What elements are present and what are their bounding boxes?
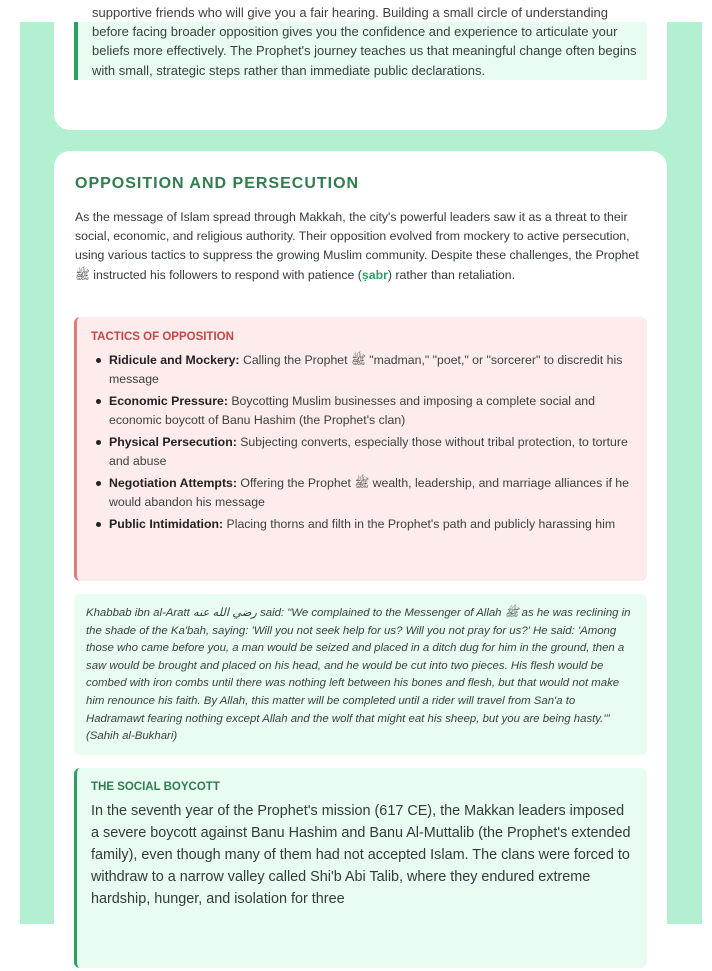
tactic-text: Calling the Prophet ﷺ "madman," "poet," or "sorcerer" to discredit his message [109,353,623,386]
hadith-text: Khabbab ibn al-Aratt رضي الله عنه said: "We complained to the Messenger of Allah ﷺ as he was reclining in the shade of the Ka'bah, saying: 'Will you not seek help for us? Will you not pray for us?' He said: 'Among those who came before you, a man would be seized and placed in a ditch dug for him in the ground, then a saw would be brought and placed on his head, and he would be cut into two pieces. His flesh would be combed with iron combs until there was nothing left between his bones and flesh, but that would not make him renounce his faith. By Allah, this matter will be completed until a rider will travel from San'a to Hadramawt fearing nothing except Allah and the wolf that might eat his sheep, but you are being hasty.'" (Sahih al-Bukhari) [86,607,631,743]
boycott-title: THE SOCIAL BOYCOTT [91,781,220,793]
tactic-text: Offering the Prophet ﷺ wealth, leadership, and marriage alliances if he would abandon his message [109,476,629,509]
social-boycott-callout [74,768,647,968]
hadith-quote [74,594,647,755]
tactic-label: Economic Pressure: [109,394,228,408]
list-item [109,515,635,534]
intro-text-start: As the message of Islam spread through Makkah, the city's powerful leaders saw it as a threat to their social, economic, and religious authority. Their opposition evolved from mockery to active persecution, using various tactics to suppress the growing Muslim community. Despite these challenges, the Prophet ﷺ instructed his followers to respond with patience ( [75,210,639,282]
tactics-callout [74,317,647,581]
tactic-label: Public Intimidation: [109,517,224,531]
section-title: OPPOSITION AND PERSECUTION [75,175,360,192]
tactic-text: Placing thorns and filth in the Prophet's path and publicly harassing him [223,517,616,531]
page-background [20,5,702,924]
tactic-label: Negotiation Attempts: [109,476,237,490]
list-item [109,433,635,471]
section-intro [75,208,650,285]
tactic-text: Subjecting converts, especially those without tribal protection, to torture and abuse [109,435,628,468]
boycott-text: In the seventh year of the Prophet's mission (617 CE), the Makkan leaders imposed a severe boycott against Banu Hashim and Banu Al-Muttalib (the Prophet's extended family), even though many of them had not accepted Islam. The clans were forced to withdraw to a narrow valley called Shi'b Abi Talib, where they endured extreme hardship, hunger, and isolation for three [91,803,631,907]
list-item [109,392,635,430]
intro-text-end: ) rather than retaliation. [387,267,516,282]
sabr-term: ṣabr [361,267,388,282]
list-item [109,474,635,512]
list-item [109,351,635,389]
opposition-section-card [54,151,667,971]
tactic-label: Physical Persecution: [109,435,237,449]
tactics-list [91,351,635,534]
previous-section-card [54,0,667,130]
advice-callout [74,5,647,80]
advice-callout-text: supportive friends who will give you a fair hearing. Building a small circle of understanding before facing broader opposition gives you the confidence and experience to articulate your beliefs more effectively. The Prophet's journey teaches us that meaningful change often begins with small, strategic steps rather than immediate public declarations. [92,5,637,78]
tactic-text: Boycotting Muslim businesses and imposing a complete social and economic boycott of Banu Hashim (the Prophet's clan) [109,394,595,427]
tactics-title: TACTICS OF OPPOSITION [91,331,234,343]
tactic-label: Ridicule and Mockery: [109,353,240,367]
